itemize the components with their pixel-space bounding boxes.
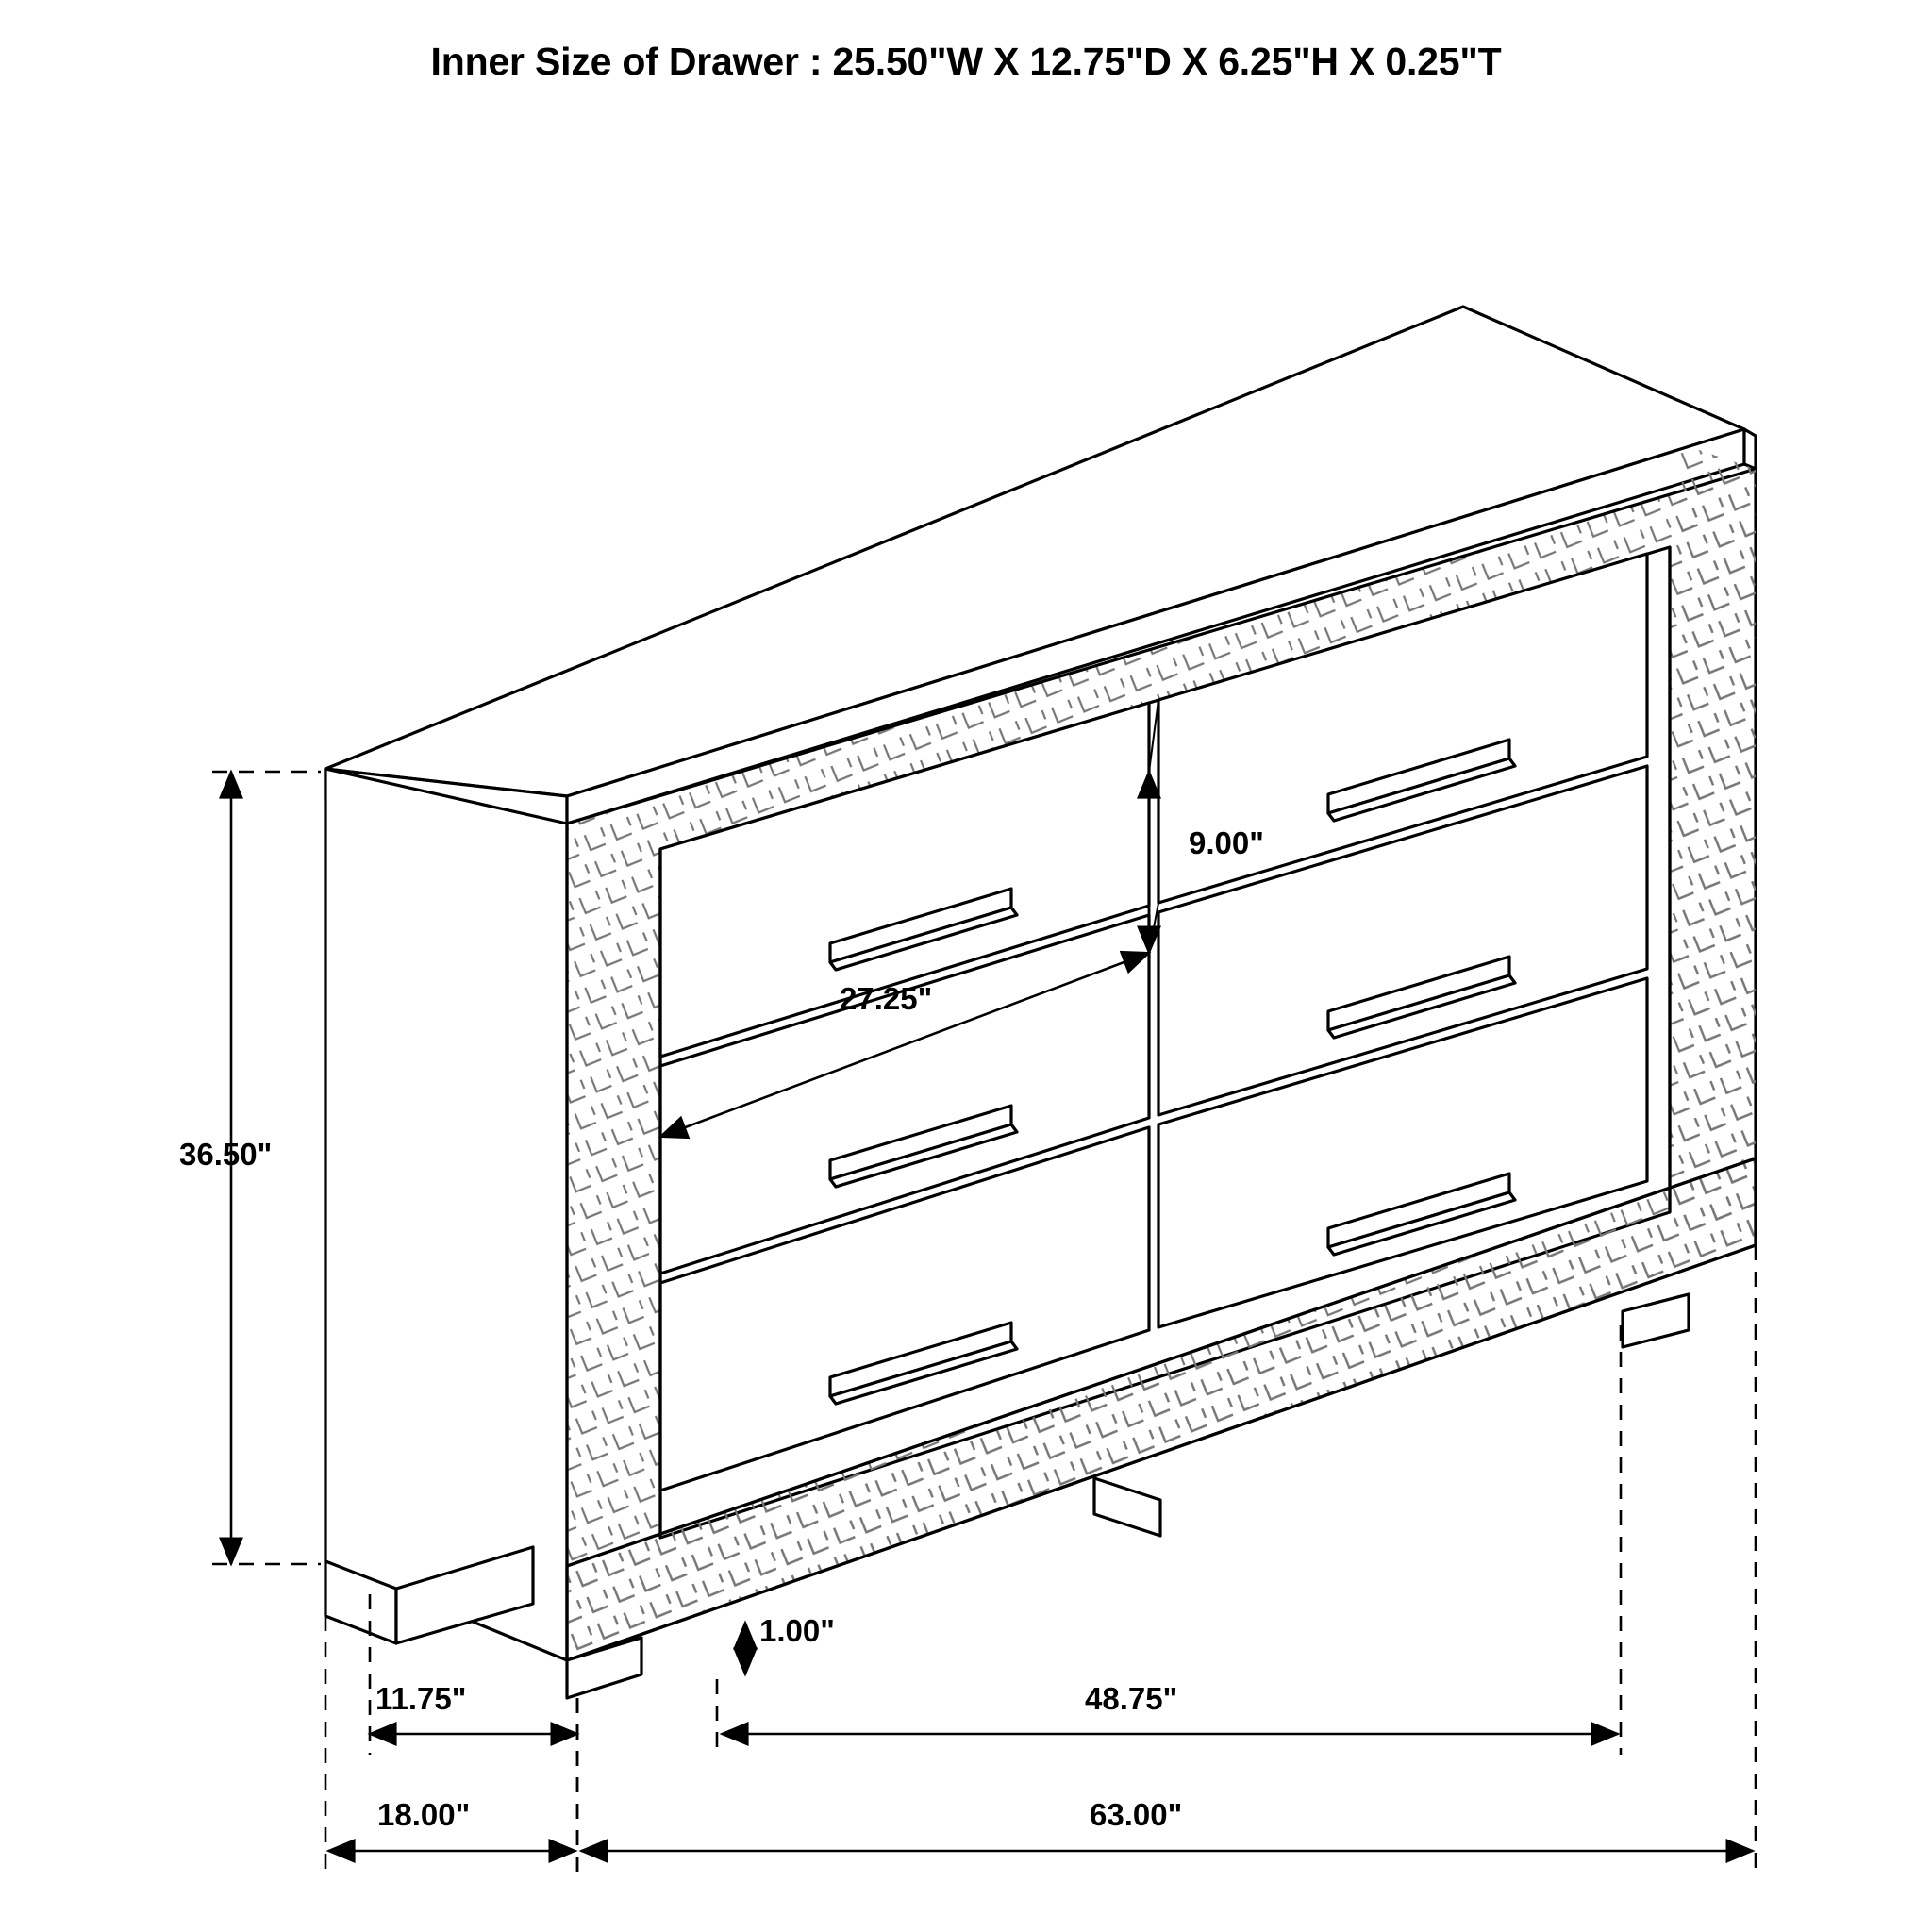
dim-label-width-inner: 48.75" — [1085, 1681, 1178, 1716]
page-title: Inner Size of Drawer : 25.50"W X 12.75"D X 6.25"H X 0.25"T — [430, 40, 1502, 83]
dim-label-depth-front: 11.75" — [375, 1681, 467, 1716]
dim-label-height-overall: 36.50" — [179, 1137, 273, 1172]
dim-label-drawer-height: 9.00" — [1189, 825, 1264, 860]
dim-label-foot-height: 1.00" — [759, 1613, 835, 1648]
dim-label-depth-overall: 18.00" — [377, 1797, 471, 1832]
dim-label-drawer-width: 27.25" — [840, 981, 933, 1016]
dim-label-width-overall: 63.00" — [1090, 1797, 1183, 1832]
